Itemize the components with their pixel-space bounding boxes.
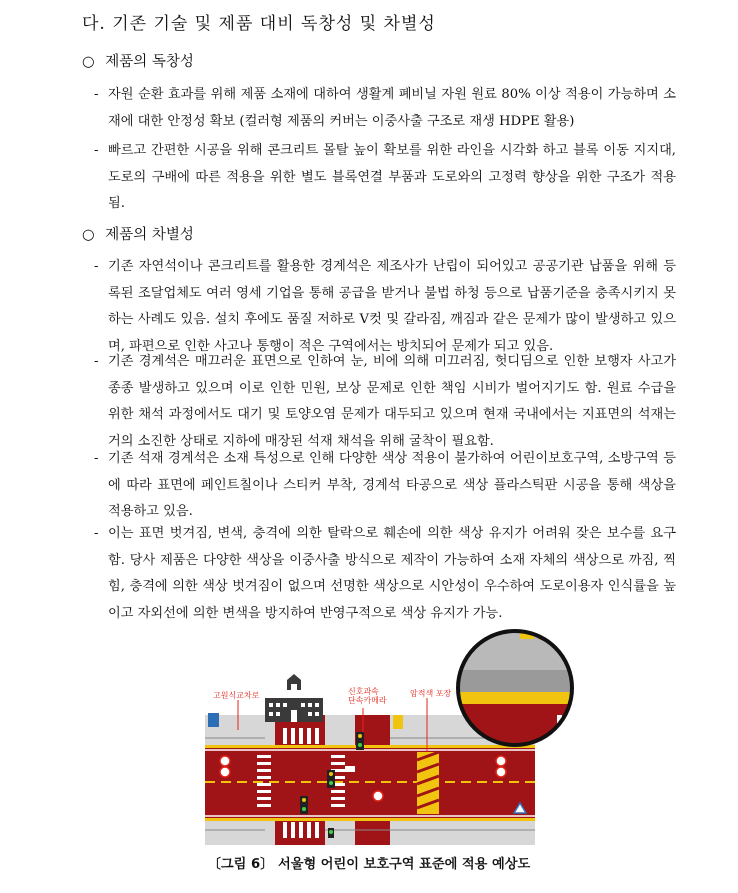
- dash-bullet: -: [94, 259, 99, 274]
- school-zone-figure: [205, 620, 738, 850]
- subsection-title: 제품의 차별성: [105, 227, 194, 243]
- callout-crossing: 고원식교차로: [213, 691, 260, 700]
- bullet-text: 자원 순환 효과를 위해 제품 소재에 대하여 생활계 폐비닐 자원 원료 80% 이상 적용이 가능하며 소재에 대한 안정성 확보 (컬러형 제품의 커버는 이중사출 구조로 재생 HDPE 활용): [108, 87, 676, 129]
- subsection-originality: [82, 50, 194, 71]
- dash-bullet: -: [94, 87, 99, 102]
- circle-bullet-icon: ○: [82, 54, 95, 70]
- bullet-text: 이는 표면 벗겨짐, 변색, 충격에 의한 탈락으로 훼손에 의한 색상 유지가 어려워 잦은 보수를 요구함. 당사 제품은 다양한 색상을 이중사출 방식으로 제작이 가능하여 소재 자체의 색상으로 까짐, 찍힘, 충격에 의한 색상 벗겨짐이 없으며 선명한 색상으로 시안성이 우수하여 도로이용자 인식률을 높이고 자외선에 의한 변색을 방지하여 반영구적으로 색상 유지가 가능.: [108, 526, 676, 621]
- bullet-text: 기존 석재 경계석은 소재 특성으로 인해 다양한 색상 적용이 불가하여 어린이보호구역, 소방구역 등에 따라 표면에 페인트칠이나 스티커 부착, 경계석 타공으로 색상 플라스틱판 시공을 통해 색상을 적용하고 있음.: [108, 451, 676, 519]
- dash-bullet: -: [94, 451, 99, 466]
- dash-bullet: -: [94, 143, 99, 158]
- list-item: [94, 254, 676, 360]
- section-heading: 다. 기존 기술 및 제품 대비 독창성 및 차별성: [82, 14, 436, 34]
- callout-paving: 암적색 포장: [410, 689, 452, 698]
- bullet-text: 빠르고 간편한 시공을 위해 콘크리트 몰탈 높이 확보를 위한 라인을 시각화 하고 블록 이동 지지대, 도로의 구배에 따른 적용을 위한 별도 블록연결 부품과 도로와의 고정력 향상을 위한 구조가 적용됨.: [108, 143, 676, 211]
- circle-bullet-icon: ○: [82, 227, 95, 243]
- list-item: [94, 138, 676, 218]
- speed-camera-icon: [345, 766, 355, 772]
- list-item: [94, 82, 676, 135]
- subsection-title: 제품의 독창성: [105, 54, 194, 70]
- bullet-text: 기존 경계석은 매끄러운 표면으로 인하여 눈, 비에 의해 미끄러짐, 헛디딤으로 인한 보행자 사고가 종종 발생하고 있으며 이로 인한 민원, 보상 문제로 인한 책임 시비가 벌어지기도 함. 원료 수급을 위한 채석 과정에서도 대기 및 토양오염 문제가 대두되고 있으며 현재 국내에서는 지표면의 석재는 거의 소진한 상태로 지하에 매장된 석재 채석을 위해 굴착이 필요함.: [108, 354, 676, 449]
- school-building-icon: [265, 674, 323, 722]
- bullet-text: 기존 자연석이나 콘크리트를 활용한 경계석은 제조사가 난립이 되어있고 공공기관 납품을 위해 등록된 조달업체도 여러 영세 기업을 통해 공급을 받거나 불법 하청 등으로 납품기준을 충족시키지 못하는 사례도 있음. 설치 후에도 품질 저하로 V컷 및 갈라짐, 깨짐과 같은 문제가 많이 발생하고 있으며, 파편으로 인한 사고나 통행이 적은 구역에서는 방치되어 문제가 되고 있음.: [108, 259, 676, 354]
- callout-camera: 신호과속 단속카메라: [348, 687, 387, 705]
- list-item: [94, 521, 676, 627]
- school-zone-illustration: [205, 620, 738, 850]
- figure-caption: 〔그림 6〕 서울형 어린이 보호구역 표준에 적용 예상도: [207, 857, 531, 872]
- dash-bullet: -: [94, 354, 99, 369]
- subsection-differentiation: [82, 223, 194, 244]
- list-item: [94, 446, 676, 526]
- list-item: [94, 349, 676, 455]
- dash-bullet: -: [94, 526, 99, 541]
